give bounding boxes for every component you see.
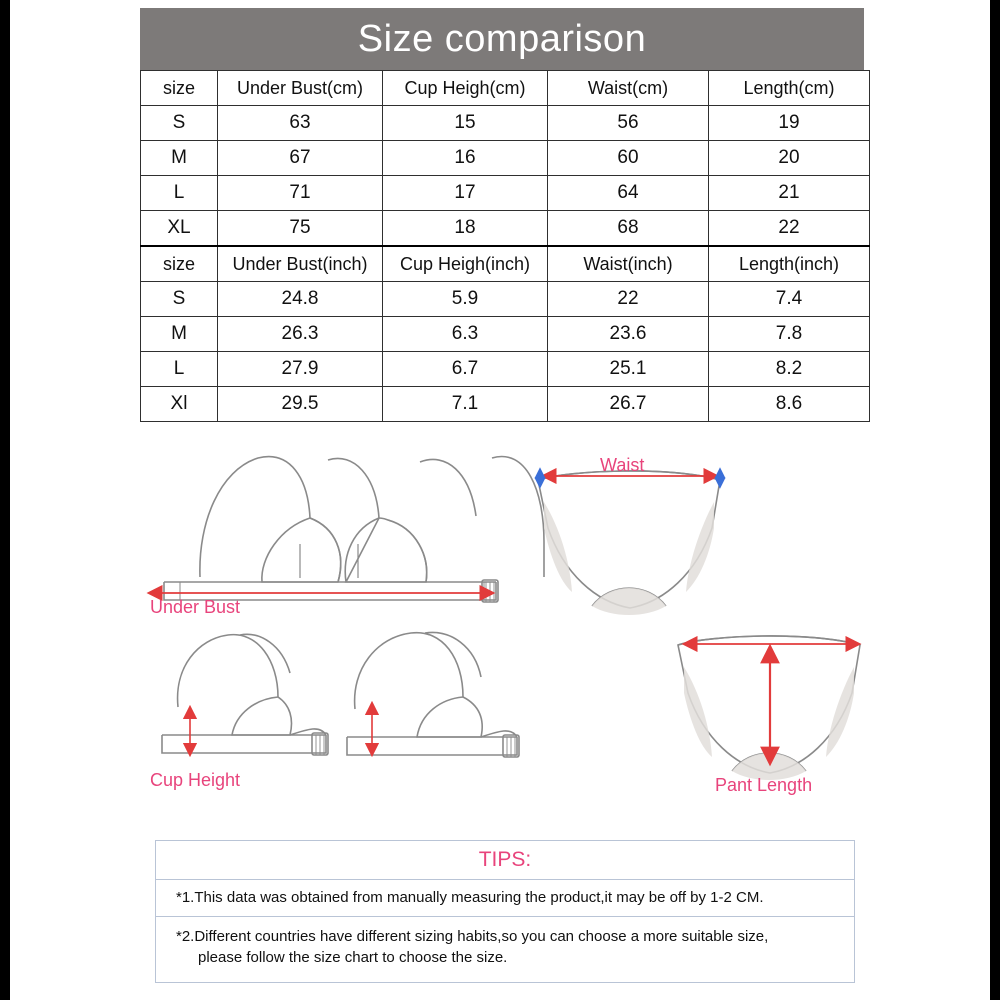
table-header-cell: size bbox=[141, 71, 218, 106]
table-header-inch bbox=[141, 246, 870, 282]
table-cell: S bbox=[141, 282, 218, 317]
size-table bbox=[140, 70, 870, 422]
page-title: Size comparison bbox=[140, 8, 864, 70]
table-cell: 60 bbox=[548, 141, 709, 176]
table-cell: 26.3 bbox=[218, 317, 383, 352]
table-cell: L bbox=[141, 352, 218, 387]
table-cell: 22 bbox=[548, 282, 709, 317]
table-cell: 63 bbox=[218, 106, 383, 141]
table-cell: 18 bbox=[383, 211, 548, 247]
table-cell: Xl bbox=[141, 387, 218, 422]
right-black-bar bbox=[990, 0, 1000, 1000]
table-cell: 56 bbox=[548, 106, 709, 141]
table-cell: 21 bbox=[709, 176, 870, 211]
table-row bbox=[141, 176, 870, 211]
table-header-cell: Cup Heigh(inch) bbox=[383, 246, 548, 282]
table-header-cm bbox=[141, 71, 870, 106]
table-cell: 7.1 bbox=[383, 387, 548, 422]
table-header-cell: Waist(cm) bbox=[548, 71, 709, 106]
tips-line-2 bbox=[156, 917, 854, 968]
table-cell: 7.8 bbox=[709, 317, 870, 352]
table-cell: 64 bbox=[548, 176, 709, 211]
tips-line-1: *1.This data was obtained from manually measuring the product,it may be off by 1-2 CM. bbox=[156, 880, 854, 917]
table-cell: M bbox=[141, 141, 218, 176]
table-cell: 75 bbox=[218, 211, 383, 247]
table-header-cell: Under Bust(cm) bbox=[218, 71, 383, 106]
table-cell: 6.3 bbox=[383, 317, 548, 352]
label-waist: Waist bbox=[600, 455, 645, 475]
table-cell: 22 bbox=[709, 211, 870, 247]
label-pant-length: Pant Length bbox=[715, 775, 813, 795]
table-row bbox=[141, 106, 870, 141]
table-header-cell: Under Bust(inch) bbox=[218, 246, 383, 282]
table-cell: 24.8 bbox=[218, 282, 383, 317]
table-cell: 25.1 bbox=[548, 352, 709, 387]
table-row bbox=[141, 211, 870, 247]
table-cell: XL bbox=[141, 211, 218, 247]
table-cell: 16 bbox=[383, 141, 548, 176]
table-cell: 8.2 bbox=[709, 352, 870, 387]
table-cell: 15 bbox=[383, 106, 548, 141]
table-row bbox=[141, 141, 870, 176]
page-content bbox=[10, 0, 990, 1000]
table-cell: 26.7 bbox=[548, 387, 709, 422]
bra-front-illustration bbox=[164, 457, 544, 602]
table-cell: 68 bbox=[548, 211, 709, 247]
table-cell: 7.4 bbox=[709, 282, 870, 317]
table-header-cell: Cup Heigh(cm) bbox=[383, 71, 548, 106]
measurement-illustrations bbox=[140, 432, 864, 822]
tips-title: TIPS: bbox=[156, 841, 854, 880]
table-header-cell: Length(cm) bbox=[709, 71, 870, 106]
table-cell: 20 bbox=[709, 141, 870, 176]
label-cup-height: Cup Height bbox=[150, 770, 241, 790]
table-row bbox=[141, 352, 870, 387]
table-cell: 23.6 bbox=[548, 317, 709, 352]
bra-side-illustration-left bbox=[162, 634, 328, 755]
table-cell: 5.9 bbox=[383, 282, 548, 317]
left-black-bar bbox=[0, 0, 10, 1000]
table-row bbox=[141, 387, 870, 422]
table-header-cell: Length(inch) bbox=[709, 246, 870, 282]
table-header-cell: size bbox=[141, 246, 218, 282]
table-cell: 19 bbox=[709, 106, 870, 141]
label-under-bust: Under Bust bbox=[150, 597, 241, 617]
table-cell: 67 bbox=[218, 141, 383, 176]
table-cell: 27.9 bbox=[218, 352, 383, 387]
panty-illustration-top bbox=[538, 471, 720, 608]
table-cell: 6.7 bbox=[383, 352, 548, 387]
table-row bbox=[141, 317, 870, 352]
table-cell: 17 bbox=[383, 176, 548, 211]
table-cell: S bbox=[141, 106, 218, 141]
tips-line-2b: please follow the size chart to choose the size. bbox=[198, 949, 508, 966]
table-cell: 8.6 bbox=[709, 387, 870, 422]
tips-line-2a: *2.Different countries have different sizing habits,so you can choose a more suitable size, bbox=[176, 928, 769, 945]
table-row bbox=[141, 282, 870, 317]
tips-box bbox=[155, 840, 855, 983]
table-cell: 29.5 bbox=[218, 387, 383, 422]
table-cell: L bbox=[141, 176, 218, 211]
table-cell: M bbox=[141, 317, 218, 352]
table-cell: 71 bbox=[218, 176, 383, 211]
table-header-cell: Waist(inch) bbox=[548, 246, 709, 282]
